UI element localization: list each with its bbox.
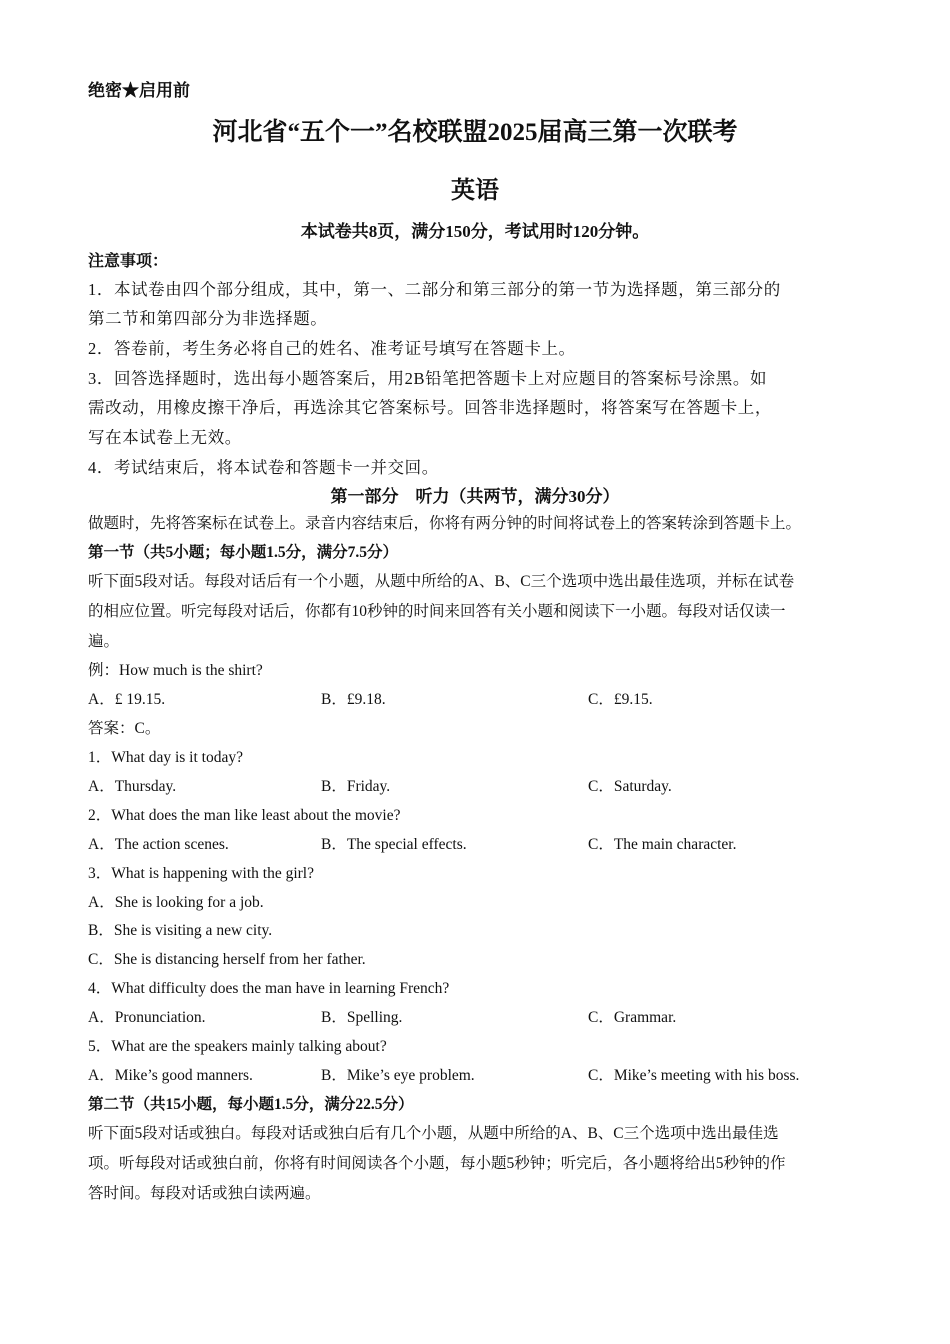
section2-title: 第二节（共15小题，每小题1.5分，满分22.5分） [88, 1096, 414, 1113]
option-c: C．Grammar. [588, 1009, 677, 1026]
option-a: A．Mike’s good manners. [88, 1067, 253, 1084]
section2-instruction-line: 答时间。每段对话或独白读两遍。 [88, 1185, 321, 1202]
option-c: C．She is distancing herself from her father. [88, 951, 366, 968]
question-text: 3．What is happening with the girl? [88, 865, 314, 882]
question-text: 5．What are the speakers mainly talking about? [88, 1038, 387, 1055]
secret-label: 绝密★启用前 [88, 81, 190, 100]
note-line: 4．考试结束后，将本试卷和答题卡一并交回。 [88, 458, 439, 477]
option-a: A．She is looking for a job. [88, 894, 264, 911]
section1-title: 第一节（共5小题；每小题1.5分，满分7.5分） [88, 544, 399, 561]
exam-title: 河北省“五个一”名校联盟2025届高三第一次联考 [212, 119, 738, 146]
section1-instruction-line: 听下面5段对话。每段对话后有一个小题，从题中所给的A、B、C三个选项中选出最佳选项，并标在试卷 [88, 573, 795, 590]
part1-intro: 做题时，先将答案标在试卷上。录音内容结束后，你将有两分钟的时间将试卷上的答案转涂到答题卡上。 [88, 515, 802, 532]
note-line: 3．回答选择题时，选出每小题答案后，用2B铅笔把答题卡上对应题目的答案标号涂黑。如 [88, 369, 768, 388]
part1-title: 第一部分 听力（共两节，满分30分） [330, 487, 620, 506]
option-b: B．Friday. [321, 778, 391, 795]
option-c: C．The main character. [588, 836, 737, 853]
option-b: B．Mike’s eye problem. [321, 1067, 475, 1084]
section2-instruction-line: 听下面5段对话或独白。每段对话或独白后有几个小题，从题中所给的A、B、C三个选项中选出最佳选 [88, 1125, 779, 1142]
note-line: 需改动，用橡皮擦干净后，再选涂其它答案标号。回答非选择题时，将答案写在答题卡上， [88, 398, 772, 417]
note-line: 1．本试卷由四个部分组成，其中，第一、二部分和第三部分的第一节为选择题，第三部分的 [88, 280, 781, 299]
option-a: A．Pronunciation. [88, 1009, 206, 1026]
section2-instruction-line: 项。听每段对话或独白前，你将有时间阅读各个小题，每小题5秒钟；听完后，各小题将给出5秒钟的作 [88, 1155, 786, 1172]
example-option-b: B．£9.18. [321, 691, 386, 708]
note-line: 第二节和第四部分为非选择题。 [88, 309, 328, 328]
option-b: B．She is visiting a new city. [88, 922, 273, 939]
option-b: B．The special effects. [321, 836, 467, 853]
option-a: A．The action scenes. [88, 836, 229, 853]
section1-instruction-line: 遍。 [88, 633, 120, 650]
example-option-c: C．£9.15. [588, 691, 653, 708]
notes-heading: 注意事项： [88, 253, 169, 270]
section1-instruction-line: 的相应位置。听完每段对话后，你都有10秒钟的时间来回答有关小题和阅读下一小题。每段对话仅读一 [88, 603, 786, 620]
option-c: C．Mike’s meeting with his boss. [588, 1067, 800, 1084]
example-question: 例：How much is the shirt? [88, 662, 263, 679]
note-line: 写在本试卷上无效。 [88, 428, 242, 447]
option-b: B．Spelling. [321, 1009, 403, 1026]
example-answer: 答案：C。 [88, 720, 161, 737]
option-c: C．Saturday. [588, 778, 672, 795]
example-option-a: A．£ 19.15. [88, 691, 166, 708]
question-text: 4．What difficulty does the man have in learning French? [88, 980, 450, 997]
subject-title: 英语 [451, 178, 499, 204]
question-text: 2．What does the man like least about the movie? [88, 807, 401, 824]
note-line: 2．答卷前，考生务必将自己的姓名、准考证号填写在答题卡上。 [88, 339, 576, 358]
question-text: 1．What day is it today? [88, 749, 243, 766]
exam-info: 本试卷共8页，满分150分，考试用时120分钟。 [300, 222, 650, 241]
option-a: A．Thursday. [88, 778, 177, 795]
